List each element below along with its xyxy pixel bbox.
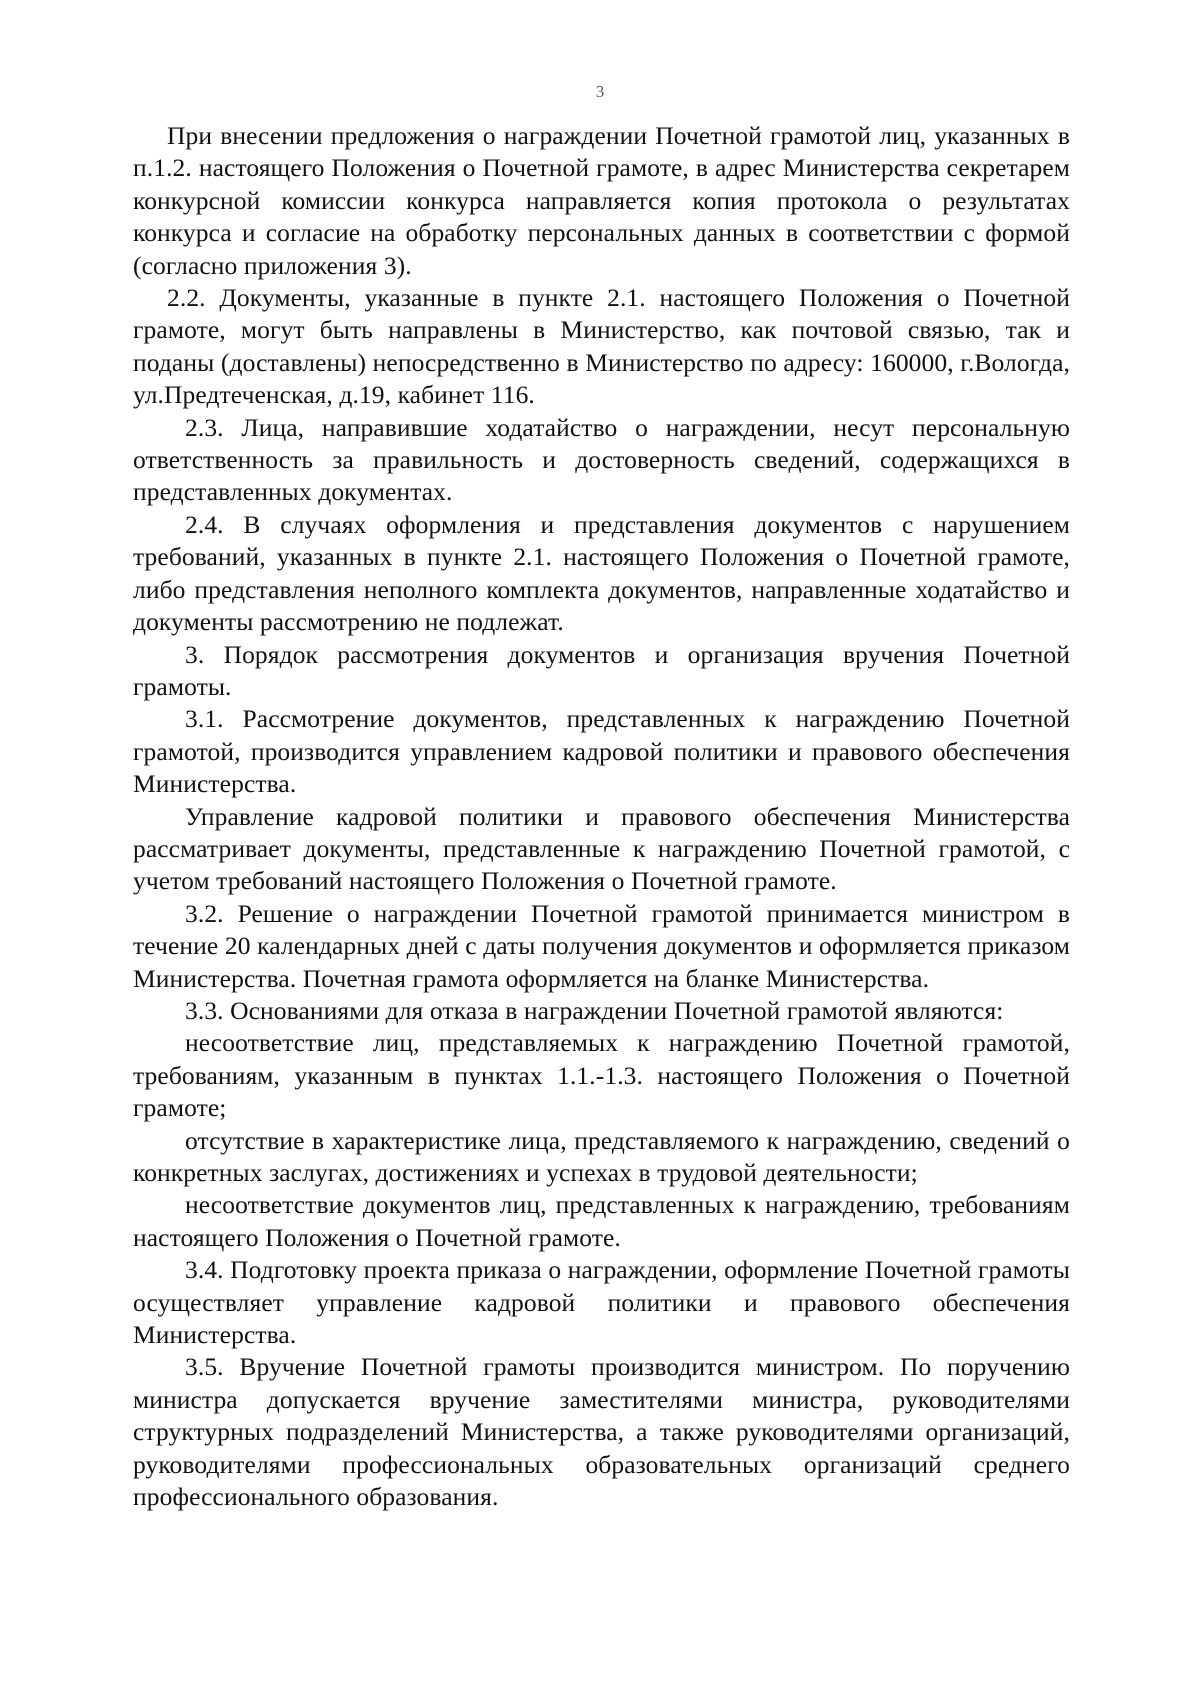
document-body	[133, 120, 1070, 1513]
paragraph-3-1-review-of-documents: 3.1. Рассмотрение документов, представленных к награждению Почетной грамотой, производится управлением кадровой политики и правового обеспечения Министерства.	[133, 704, 1070, 799]
paragraph-3-3-refusal-grounds: 3.3. Основаниями для отказа в награждении Почетной грамотой являются:	[185, 995, 1004, 1025]
paragraph-3-5-award-presentation: 3.5. Вручение Почетной грамоты производится министром. По поручению министра допускается вручение заместителями министра, руководителями структурных подразделений Министерства, а также руководителями организаций, руководителями профессиональных образовательных организаций среднего профессионального образования.	[133, 1352, 1070, 1512]
paragraph-submission-to-ministry: При внесении предложения о награждении Почетной грамотой лиц, указанных в п.1.2. настоящего Положения о Почетной грамоте, в адрес Министерства секретарем конкурсной комиссии конкурса направляется копия протокола о результатах конкурса и согласие на обработку персональных данных в соответствии с формой (согласно приложения 3).	[133, 121, 1070, 280]
paragraph-2-2-document-delivery: 2.2. Документы, указанные в пункте 2.1. настоящего Положения о Почетной грамоте, могут быть направлены в Министерство, как почтовой связью, так и поданы (доставлены) непосредственно в Министерство по адресу: 160000, г.Вологда, ул.Предтеченская, д.19, кабинет 116.	[133, 283, 1070, 410]
paragraph-refusal-ground-1: несоответствие лиц, представляемых к награждению Почетной грамотой, требованиям, указанным в пунктах 1.1.-1.3. настоящего Положения о Почетной грамоте;	[133, 1028, 1070, 1123]
section-3-heading: 3. Порядок рассмотрения документов и организация вручения Почетной грамоты.	[133, 639, 1070, 701]
paragraph-2-3-responsibility: 2.3. Лица, направившие ходатайство о награждении, несут персональную ответственность за правильность и достоверность сведений, содержащихся в представленных документах.	[133, 412, 1070, 507]
paragraph-3-4-order-preparation: 3.4. Подготовку проекта приказа о награждении, оформление Почетной грамоты осуществляет управление кадровой политики и правового обеспечения Министерства.	[133, 1255, 1070, 1350]
paragraph-refusal-ground-2: отсутствие в характеристике лица, представляемого к награждению, сведений о конкретных заслугах, достижениях и успехах в трудовой деятельности;	[133, 1125, 1070, 1187]
page-number: 3	[595, 82, 605, 101]
paragraph-department-review: Управление кадровой политики и правового обеспечения Министерства рассматривает документы, представленные к награждению Почетной грамотой, с учетом требований настоящего Положения о Почетной грамоте.	[133, 801, 1070, 896]
paragraph-refusal-ground-3: несоответствие документов лиц, представленных к награждению, требованиям настоящего Положения о Почетной грамоте.	[133, 1190, 1070, 1252]
paragraph-3-2-award-decision: 3.2. Решение о награждении Почетной грамотой принимается министром в течение 20 календарных дней с даты получения документов и оформляется приказом Министерства. Почетная грамота оформляется на бланке Министерства.	[133, 898, 1070, 993]
paragraph-2-4-rejection-of-documents: 2.4. В случаях оформления и представления документов с нарушением требований, указанных в пункте 2.1. настоящего Положения о Почетной грамоте, либо представления неполного комплекта документов, направленные ходатайство и документы рассмотрению не подлежат.	[133, 509, 1070, 637]
